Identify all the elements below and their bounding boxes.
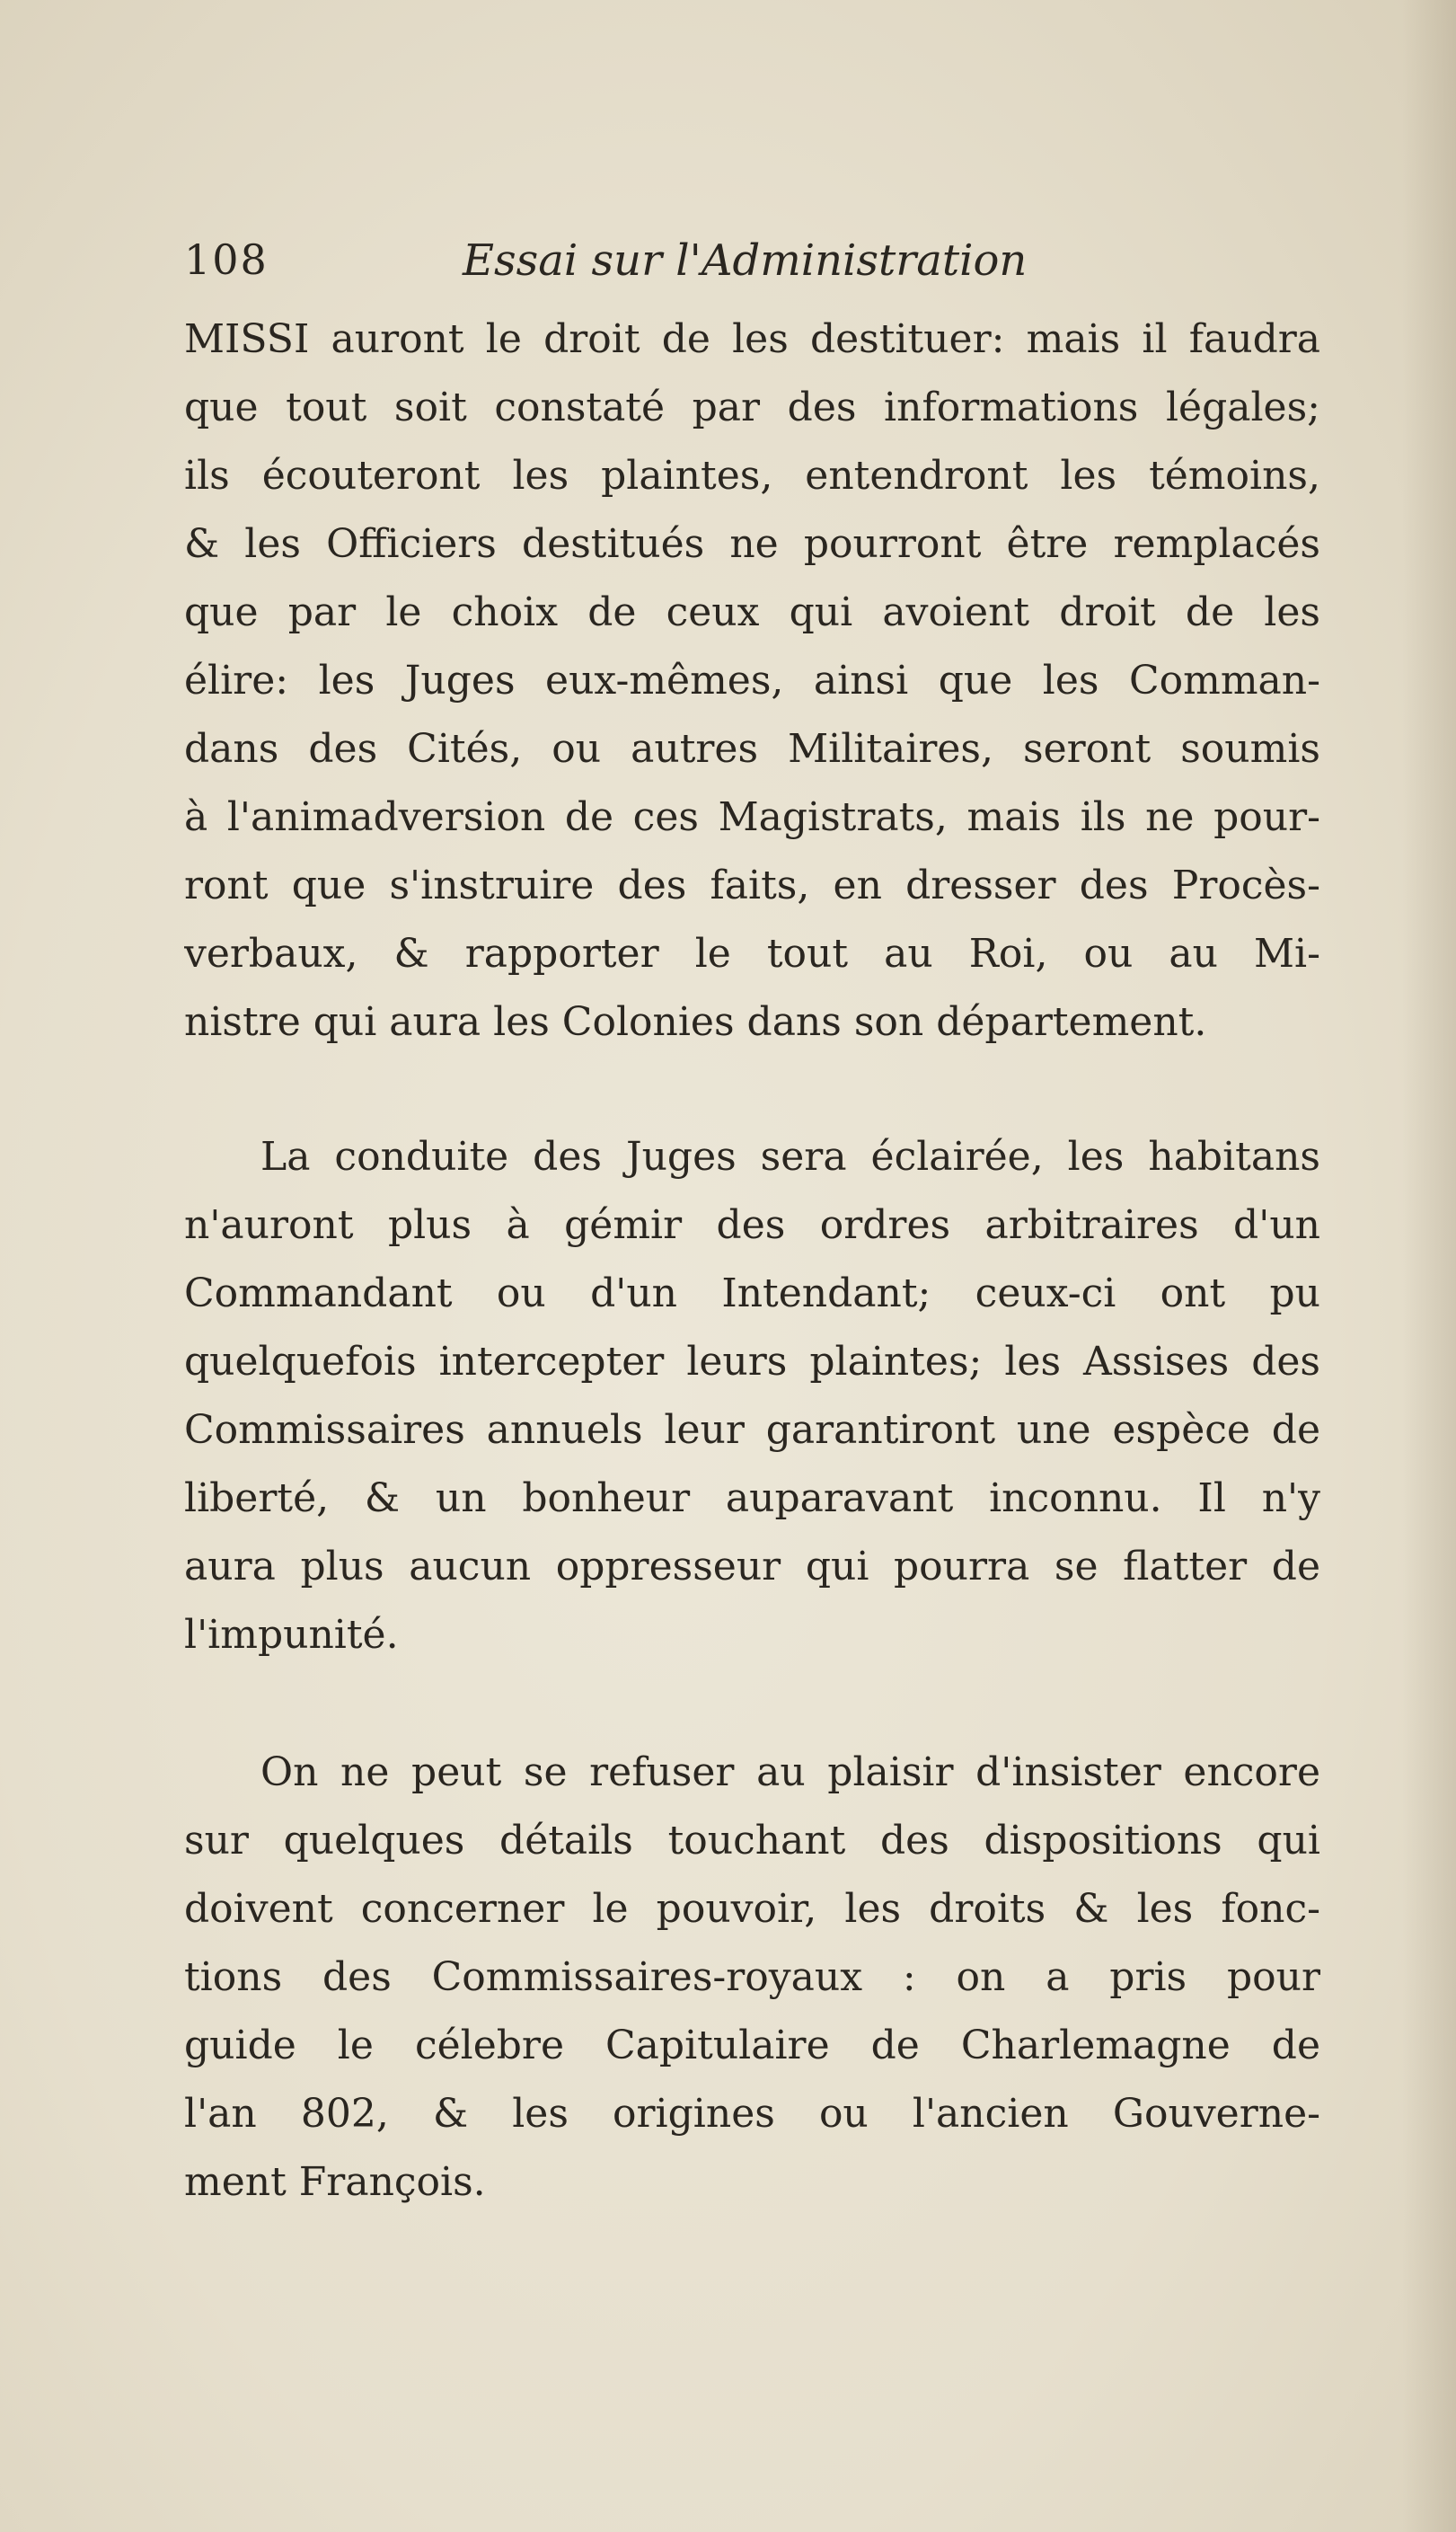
text-line: & les Officiers destitués ne pourront être remplacés xyxy=(184,521,1320,567)
text-line: sur quelques détails touchant des dispositions qui xyxy=(184,1818,1320,1864)
paragraph-3 xyxy=(184,1739,1320,2217)
text-line: élire: les Juges eux-mêmes, ainsi que les Comman- xyxy=(184,658,1320,704)
text-line: Commandant ou d'un Intendant; ceux-ci ont pu xyxy=(184,1270,1320,1316)
page-number: 108 xyxy=(184,235,269,284)
text-line: dans des Cités, ou autres Militaires, seront soumis xyxy=(184,726,1320,772)
text-line: verbaux, & rapporter le tout au Roi, ou au Mi- xyxy=(184,931,1320,977)
text-line: à l'animadversion de ces Magistrats, mais ils ne pour- xyxy=(184,794,1320,840)
text-line: ils écouteront les plaintes, entendront les témoins, xyxy=(184,453,1320,499)
running-title: Essai sur l'Administration xyxy=(463,235,1028,286)
text-line: l'an 802, & les origines ou l'ancien Gouverne- xyxy=(184,2091,1320,2137)
text-line: doivent concerner le pouvoir, les droits & les fonc- xyxy=(184,1886,1320,1932)
text-line: que tout soit constaté par des informations légales; xyxy=(184,385,1320,430)
text-line: liberté, & un bonheur auparavant inconnu. Il n'y xyxy=(184,1475,1320,1521)
text-line: quelquefois intercepter leurs plaintes; les Assises des xyxy=(184,1339,1320,1385)
text-line: ment François. xyxy=(184,2159,486,2205)
text-line: ront que s'instruire des faits, en dresser des Procès- xyxy=(184,863,1320,908)
text-line: que par le choix de ceux qui avoient droit de les xyxy=(184,589,1320,635)
text-line: Commissaires annuels leur garantiront une espèce de xyxy=(184,1407,1320,1453)
text-line: n'auront plus à gémir des ordres arbitraires d'un xyxy=(184,1202,1320,1248)
text-line: l'impunité. xyxy=(184,1612,399,1658)
text-line: On ne peut se refuser au plaisir d'insister encore xyxy=(260,1749,1320,1795)
text-line: aura plus aucun oppresseur qui pourra se flatter de xyxy=(184,1544,1320,1589)
paragraph-1 xyxy=(184,305,1320,1057)
page-edge-shadow xyxy=(1402,0,1456,2532)
text-line: MISSI auront le droit de les destituer: mais il faudra xyxy=(184,316,1320,362)
paragraph-2 xyxy=(184,1123,1320,1669)
text-line: La conduite des Juges sera éclairée, les habitans xyxy=(260,1134,1320,1180)
page-header xyxy=(184,235,1091,298)
text-line: guide le célebre Capitulaire de Charlemagne de xyxy=(184,2023,1320,2068)
text-line: tions des Commissaires-royaux : on a pris pour xyxy=(184,1954,1320,2000)
text-line: nistre qui aura les Colonies dans son département. xyxy=(184,999,1207,1045)
